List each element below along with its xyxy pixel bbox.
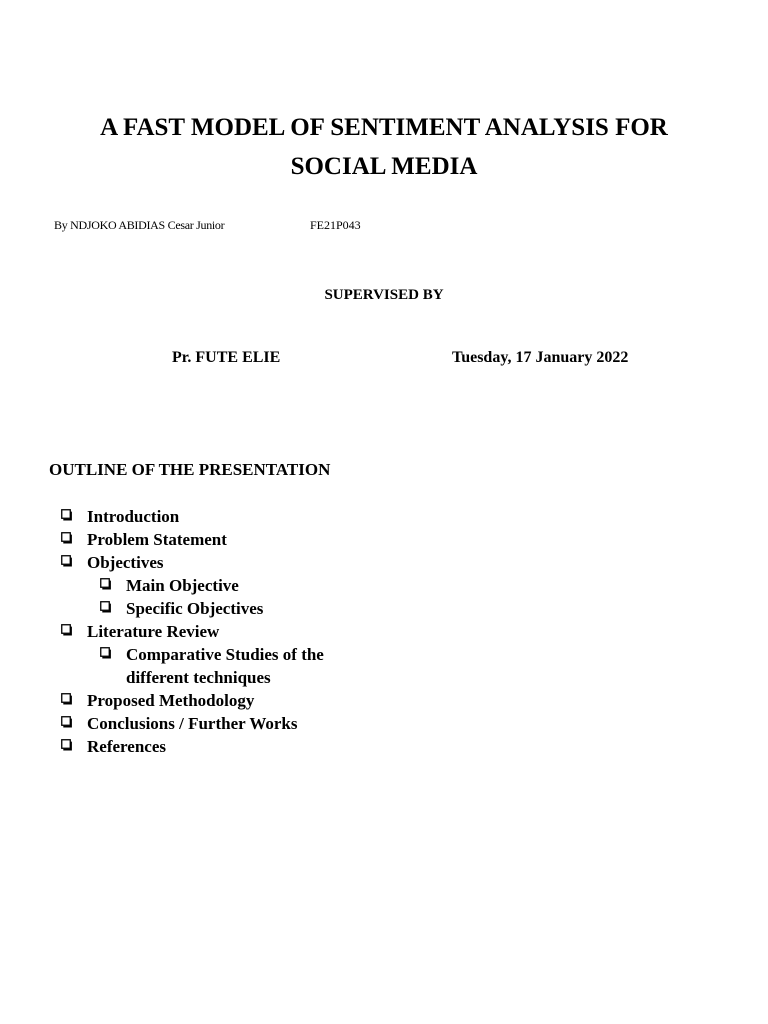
supervisor-name: Pr. FUTE ELIE (172, 349, 281, 366)
checkbox-icon (100, 578, 112, 590)
outline-subitem (0, 643, 324, 666)
outline-item (0, 689, 324, 712)
outline-item-label: Main Objective (126, 576, 239, 595)
outline-heading: OUTLINE OF THE PRESENTATION (49, 460, 331, 479)
checkbox-icon (61, 532, 73, 544)
outline-subitem (0, 574, 324, 597)
checkbox-icon (100, 647, 112, 659)
outline-item-label: Specific Objectives (126, 599, 264, 618)
checkbox-icon (61, 739, 73, 751)
outline-item-label: Objectives (87, 553, 164, 572)
outline-item (0, 528, 324, 551)
checkbox-icon (100, 601, 112, 613)
outline-subitem-continuation (0, 666, 324, 689)
author-name: By NDJOKO ABIDIAS Cesar Junior (54, 218, 225, 232)
outline-item-label: Proposed Methodology (87, 691, 255, 710)
title-line-1: A FAST MODEL OF SENTIMENT ANALYSIS FOR (100, 114, 668, 141)
outline-item-label: different techniques (126, 668, 271, 687)
checkbox-icon (61, 555, 73, 567)
outline-item-label: Problem Statement (87, 530, 227, 549)
checkbox-icon (61, 509, 73, 521)
outline-list (0, 505, 324, 758)
outline-item-label: Conclusions / Further Works (87, 714, 298, 733)
outline-item (0, 712, 324, 735)
supervised-by-label: SUPERVISED BY (324, 287, 444, 303)
outline-item (0, 620, 324, 643)
title-line-2: SOCIAL MEDIA (290, 153, 478, 180)
outline-item (0, 505, 324, 528)
outline-item-label: Introduction (87, 507, 180, 526)
outline-item-label: Literature Review (87, 622, 220, 641)
student-id: FE21P043 (310, 218, 361, 232)
outline-item-label: Comparative Studies of the (126, 645, 324, 664)
outline-subitem (0, 597, 324, 620)
outline-item (0, 551, 324, 574)
outline-item (0, 735, 324, 758)
presentation-date: Tuesday, 17 January 2022 (452, 349, 629, 366)
checkbox-icon (61, 693, 73, 705)
document-title (0, 108, 768, 186)
outline-item-label: References (87, 737, 166, 756)
checkbox-icon (61, 716, 73, 728)
checkbox-icon (61, 624, 73, 636)
